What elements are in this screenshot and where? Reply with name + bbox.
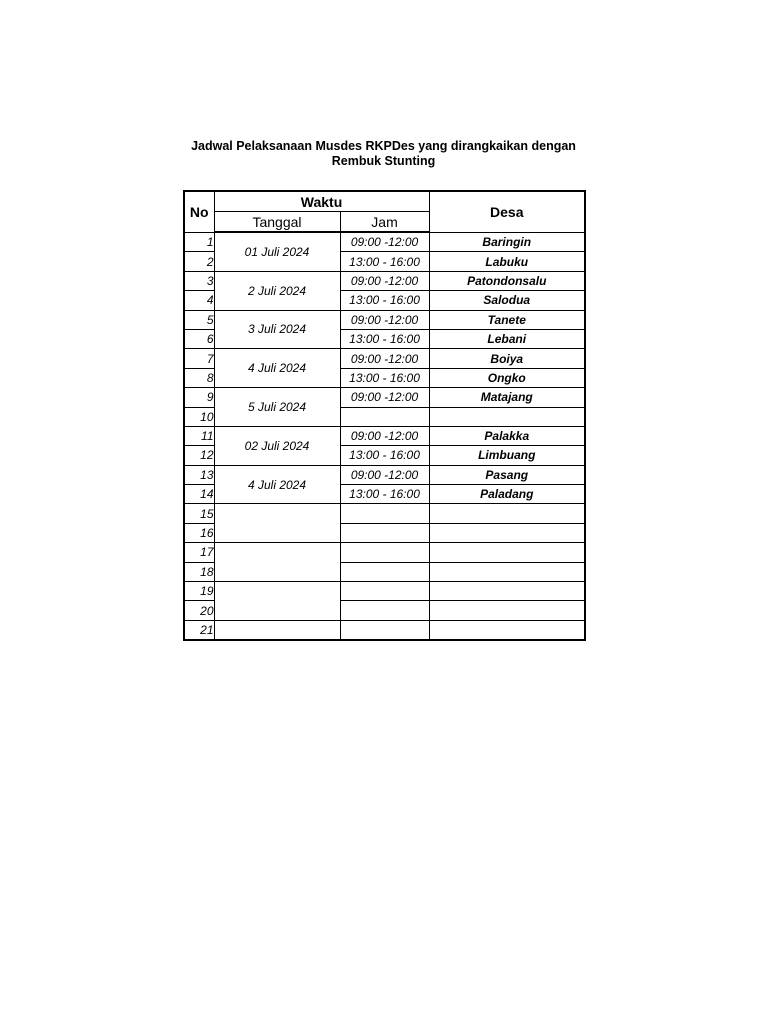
date-cell (214, 620, 340, 640)
village-cell (429, 582, 585, 601)
row-number: 1 (184, 232, 214, 252)
village-cell (429, 620, 585, 640)
village-cell: Limbuang (429, 446, 585, 465)
row-number: 6 (184, 329, 214, 348)
time-cell: 13:00 - 16:00 (340, 252, 429, 271)
header-tanggal: Tanggal (214, 212, 340, 233)
time-cell: 09:00 -12:00 (340, 388, 429, 407)
village-cell (429, 523, 585, 542)
village-cell (429, 601, 585, 620)
row-number: 18 (184, 562, 214, 581)
date-cell: 4 Juli 2024 (214, 465, 340, 504)
village-cell: Ongko (429, 368, 585, 387)
village-cell: Patondonsalu (429, 271, 585, 290)
time-cell (340, 601, 429, 620)
village-cell: Baringin (429, 232, 585, 252)
date-cell: 3 Juli 2024 (214, 310, 340, 349)
row-number: 17 (184, 543, 214, 562)
time-cell (340, 407, 429, 426)
table-row (184, 620, 585, 640)
row-number: 5 (184, 310, 214, 329)
row-number: 4 (184, 291, 214, 310)
title-line-2: Rembuk Stunting (331, 154, 436, 168)
village-cell (429, 543, 585, 562)
time-cell: 13:00 - 16:00 (340, 485, 429, 504)
village-cell: Salodua (429, 291, 585, 310)
row-number: 10 (184, 407, 214, 426)
table-row (184, 388, 585, 407)
row-number: 15 (184, 504, 214, 523)
table-row (184, 504, 585, 523)
village-cell: Labuku (429, 252, 585, 271)
table-row (184, 543, 585, 562)
row-number: 21 (184, 620, 214, 640)
time-cell: 09:00 -12:00 (340, 232, 429, 252)
table-row (184, 349, 585, 368)
time-cell: 13:00 - 16:00 (340, 368, 429, 387)
time-cell (340, 504, 429, 523)
header-jam: Jam (340, 212, 429, 233)
time-cell: 09:00 -12:00 (340, 349, 429, 368)
village-cell: Lebani (429, 329, 585, 348)
village-cell: Pasang (429, 465, 585, 484)
row-number: 16 (184, 523, 214, 542)
time-cell (340, 523, 429, 542)
schedule-table (183, 190, 586, 641)
time-cell (340, 562, 429, 581)
village-cell: Matajang (429, 388, 585, 407)
row-number: 8 (184, 368, 214, 387)
row-number: 3 (184, 271, 214, 290)
row-number: 7 (184, 349, 214, 368)
time-cell: 09:00 -12:00 (340, 310, 429, 329)
schedule-body (184, 232, 585, 640)
date-cell: 02 Juli 2024 (214, 426, 340, 465)
header-no: No (184, 191, 214, 232)
date-cell: 01 Juli 2024 (214, 232, 340, 271)
date-cell: 5 Juli 2024 (214, 388, 340, 427)
village-cell: Paladang (429, 485, 585, 504)
date-cell: 4 Juli 2024 (214, 349, 340, 388)
village-cell: Tanete (429, 310, 585, 329)
table-row (184, 232, 585, 252)
time-cell: 13:00 - 16:00 (340, 446, 429, 465)
date-cell (214, 504, 340, 543)
village-cell: Boiya (429, 349, 585, 368)
village-cell: Palakka (429, 426, 585, 445)
time-cell: 09:00 -12:00 (340, 426, 429, 445)
row-number: 9 (184, 388, 214, 407)
row-number: 13 (184, 465, 214, 484)
village-cell (429, 562, 585, 581)
row-number: 2 (184, 252, 214, 271)
table-row (184, 582, 585, 601)
table-row (184, 271, 585, 290)
table-row (184, 426, 585, 445)
header-desa: Desa (429, 191, 585, 232)
header-waktu: Waktu (214, 191, 429, 212)
time-cell: 13:00 - 16:00 (340, 291, 429, 310)
table-row (184, 310, 585, 329)
village-cell (429, 407, 585, 426)
table-row (184, 465, 585, 484)
row-number: 20 (184, 601, 214, 620)
time-cell (340, 582, 429, 601)
title-line-1: Jadwal Pelaksanaan Musdes RKPDes yang dirangkaikan dengan (191, 139, 576, 153)
time-cell: 09:00 -12:00 (340, 465, 429, 484)
row-number: 11 (184, 426, 214, 445)
time-cell (340, 620, 429, 640)
time-cell: 13:00 - 16:00 (340, 329, 429, 348)
document-title (183, 139, 584, 169)
date-cell (214, 582, 340, 621)
date-cell (214, 543, 340, 582)
row-number: 19 (184, 582, 214, 601)
row-number: 12 (184, 446, 214, 465)
row-number: 14 (184, 485, 214, 504)
date-cell: 2 Juli 2024 (214, 271, 340, 310)
village-cell (429, 504, 585, 523)
time-cell: 09:00 -12:00 (340, 271, 429, 290)
time-cell (340, 543, 429, 562)
